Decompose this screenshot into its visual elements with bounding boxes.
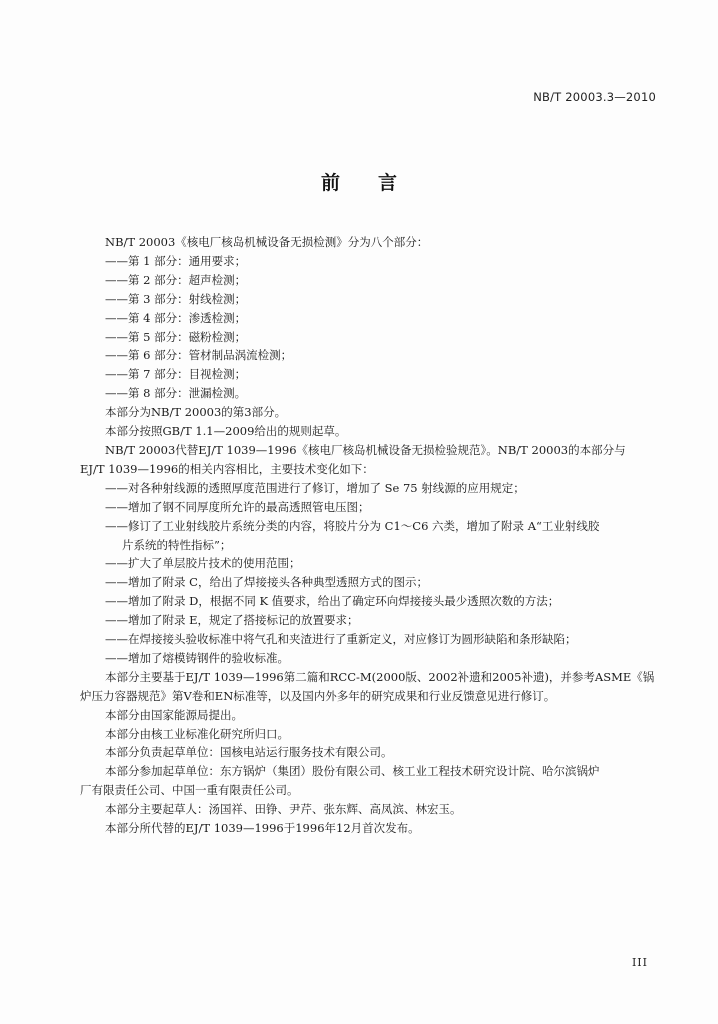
paragraph-responsible-unit: 本部分负责起草单位：国核电站运行服务技术有限公司。	[105, 745, 393, 760]
list-item-change-3: ——修订了工业射线胶片系统分类的内容，将胶片分为 C1～C6 六类，增加了附录 A“工业射线胶	[105, 518, 600, 533]
paragraph-participating-units: 本部分参加起草单位：东方锅炉（集团）股份有限公司、核工业工程技术研究设计院、哈尔滨锅炉	[105, 764, 600, 779]
list-item-part-5: ——第 5 部分：磁粉检测；	[105, 329, 247, 344]
standard-code: NB/T 20003.3—2010	[533, 90, 656, 104]
list-item-change-5: ——增加了附录 C，给出了焊接接头各种典型透照方式的图示；	[105, 575, 428, 590]
list-item-part-6: ——第 6 部分：管材制品涡流检测；	[105, 348, 293, 363]
paragraph-intro: NB/T 20003《核电厂核岛机械设备无损检测》分为八个部分：	[105, 235, 429, 249]
paragraph-basis-cont: 炉压力容器规范》第V卷和EN标准等，以及国内外多年的研究成果和行业反馈意见进行修订。	[80, 688, 556, 703]
foreword-body	[80, 233, 666, 838]
paragraph-drafters: 本部分主要起草人：汤国祥、田铮、尹芹、张东辉、高凤滨、林宏玉。	[105, 802, 462, 817]
list-item-part-1: ——第 1 部分：通用要求；	[105, 253, 247, 268]
paragraph-replacement-cont: EJ/T 1039—1996的相关内容相比，主要技术变化如下：	[80, 461, 374, 476]
page-title: 前言	[320, 172, 435, 194]
list-item-change-3-cont: 片系统的特性指标”；	[122, 537, 232, 552]
page-number: III	[631, 956, 648, 969]
list-item-part-8: ——第 8 部分：泄漏检测。	[105, 386, 247, 401]
paragraph-centralizer: 本部分由核工业标准化研究所归口。	[105, 726, 289, 741]
paragraph-proposer: 本部分由国家能源局提出。	[105, 707, 243, 722]
paragraph-part-number: 本部分为NB/T 20003的第3部分。	[105, 405, 287, 420]
list-item-part-2: ——第 2 部分：超声检测；	[105, 272, 247, 287]
paragraph-history: 本部分所代替的EJ/T 1039—1996于1996年12月首次发布。	[105, 821, 420, 836]
list-item-part-3: ——第 3 部分：射线检测；	[105, 291, 247, 306]
list-item-change-4: ——扩大了单层胶片技术的使用范围；	[105, 556, 301, 571]
list-item-change-2: ——增加了钢不同厚度所允许的最高透照管电压图；	[105, 499, 370, 514]
list-item-change-6: ——增加了附录 D，根据不同 K 值要求，给出了确定环向焊接接头最少透照次数的方法；	[105, 594, 560, 609]
list-item-change-1: ——对各种射线源的透照厚度范围进行了修订，增加了 Se 75 射线源的应用规定；	[105, 480, 525, 495]
list-item-change-9: ——增加了熔模铸钢件的验收标准。	[105, 650, 289, 665]
list-item-change-7: ——增加了附录 E，规定了搭接标记的放置要求；	[105, 613, 359, 628]
paragraph-participating-units-cont: 厂有限责任公司、中国一重有限责任公司。	[80, 783, 299, 798]
paragraph-drafting-rules: 本部分按照GB/T 1.1—2009给出的规则起草。	[105, 424, 347, 439]
paragraph-replacement: NB/T 20003代替EJ/T 1039—1996《核电厂核岛机械设备无损检验规范》。NB/T 20003的本部分与	[105, 442, 626, 457]
list-item-part-7: ——第 7 部分：目视检测；	[105, 367, 247, 382]
list-item-part-4: ——第 4 部分：渗透检测；	[105, 310, 247, 325]
list-item-change-8: ——在焊接接头验收标准中将气孔和夹渣进行了重新定义，对应修订为圆形缺陷和条形缺陷；	[105, 632, 577, 647]
paragraph-basis: 本部分主要基于EJ/T 1039—1996第二篇和RCC-M(2000版、2002补遗和2005补遗)，并参考ASME《锅	[105, 669, 655, 684]
